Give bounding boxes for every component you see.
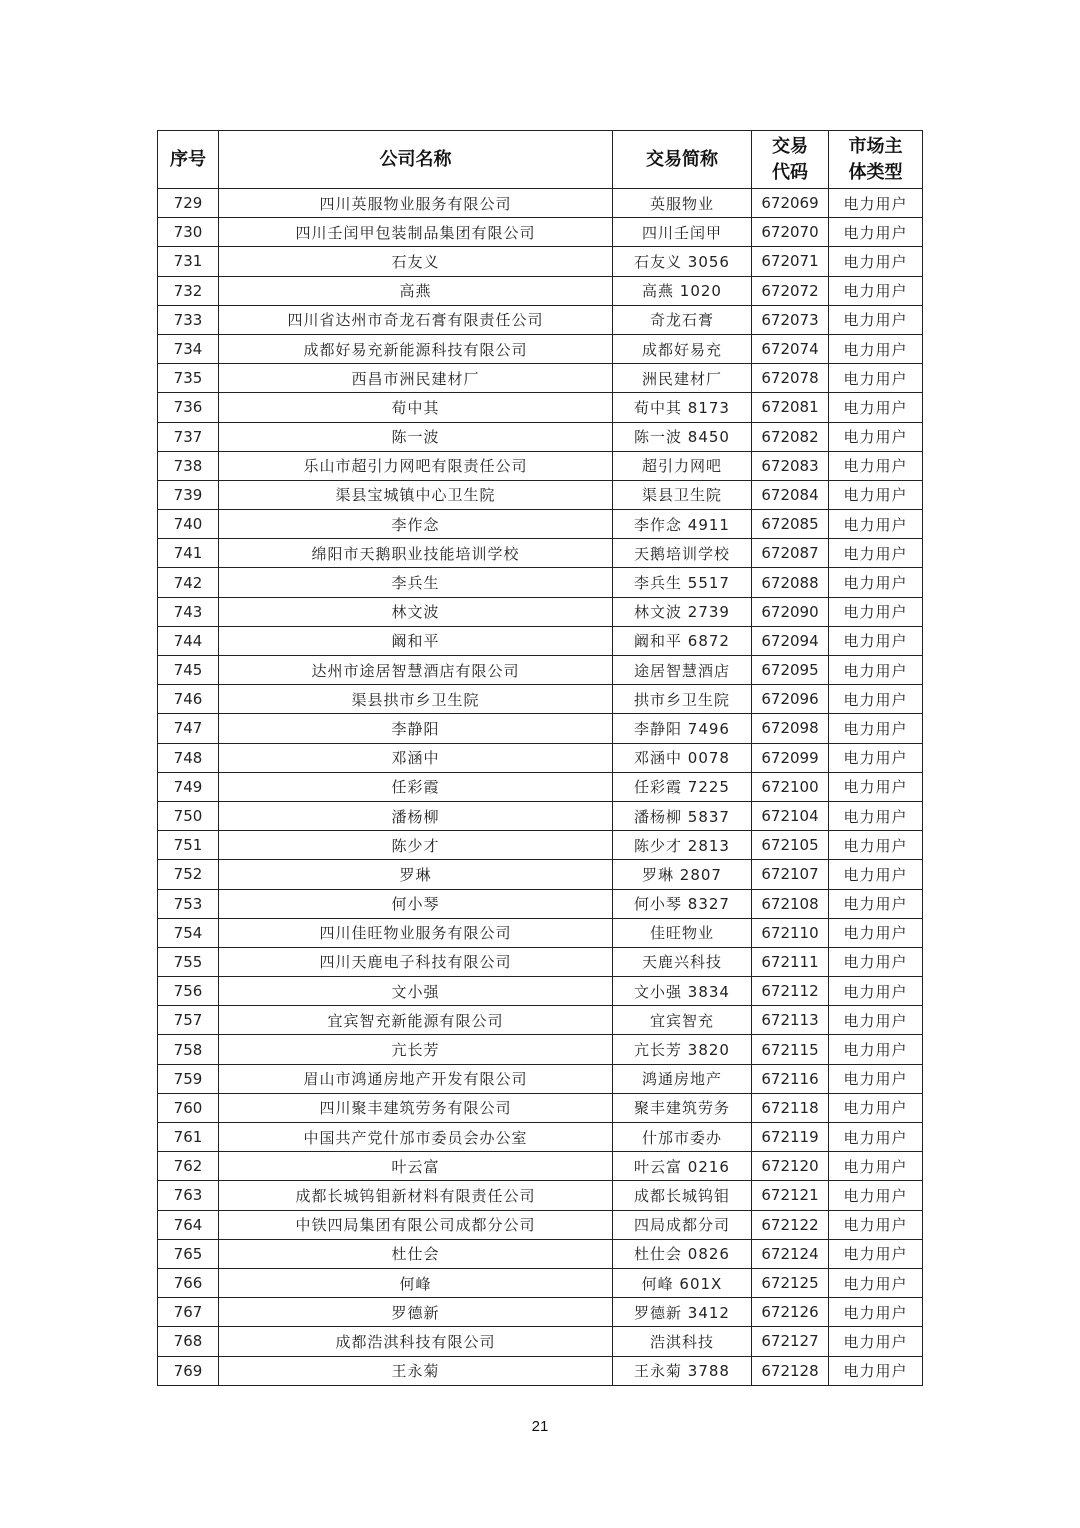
cell-entity-type: 电力用户 — [829, 364, 923, 393]
cell-entity-type: 电力用户 — [829, 1239, 923, 1268]
cell-trade-short-name: 超引力网吧 — [613, 451, 752, 480]
cell-trade-short-name: 罗琳 2807 — [613, 860, 752, 889]
cell-entity-type: 电力用户 — [829, 510, 923, 539]
table-header-row — [158, 131, 923, 189]
cell-company-name: 高燕 — [219, 276, 613, 305]
header-seq: 序号 — [158, 131, 219, 189]
table-row — [158, 1239, 923, 1268]
table-row — [158, 947, 923, 976]
table-row — [158, 276, 923, 305]
cell-company-name: 杜仕会 — [219, 1239, 613, 1268]
table-row — [158, 451, 923, 480]
cell-seq: 745 — [158, 656, 219, 685]
table-row — [158, 831, 923, 860]
cell-trade-short-name: 四川壬闰甲 — [613, 218, 752, 247]
cell-seq: 769 — [158, 1356, 219, 1385]
cell-company-name: 林文波 — [219, 597, 613, 626]
cell-entity-type: 电力用户 — [829, 189, 923, 218]
table-row — [158, 1152, 923, 1181]
cell-company-name: 李静阳 — [219, 714, 613, 743]
table-row — [158, 772, 923, 801]
table-row — [158, 860, 923, 889]
cell-company-name: 任彩霞 — [219, 772, 613, 801]
cell-trade-code: 672082 — [752, 422, 829, 451]
cell-entity-type: 电力用户 — [829, 656, 923, 685]
cell-trade-short-name: 奇龙石膏 — [613, 305, 752, 334]
cell-seq: 744 — [158, 626, 219, 655]
cell-company-name: 宜宾智充新能源有限公司 — [219, 1006, 613, 1035]
cell-seq: 751 — [158, 831, 219, 860]
table-row — [158, 1093, 923, 1122]
table-row — [158, 1327, 923, 1356]
cell-entity-type: 电力用户 — [829, 1123, 923, 1152]
cell-trade-short-name: 浩淇科技 — [613, 1327, 752, 1356]
cell-company-name: 眉山市鸿通房地产开发有限公司 — [219, 1064, 613, 1093]
cell-entity-type: 电力用户 — [829, 1064, 923, 1093]
cell-company-name: 四川聚丰建筑劳务有限公司 — [219, 1093, 613, 1122]
cell-trade-code: 672105 — [752, 831, 829, 860]
cell-trade-short-name: 何峰 601X — [613, 1268, 752, 1297]
table-row — [158, 1181, 923, 1210]
cell-trade-code: 672073 — [752, 305, 829, 334]
header-trade-code-line1: 交易 — [772, 135, 808, 157]
cell-seq: 729 — [158, 189, 219, 218]
cell-company-name: 叶云富 — [219, 1152, 613, 1181]
cell-entity-type: 电力用户 — [829, 568, 923, 597]
cell-trade-short-name: 潘杨柳 5837 — [613, 801, 752, 830]
cell-entity-type: 电力用户 — [829, 947, 923, 976]
cell-trade-short-name: 李兵生 5517 — [613, 568, 752, 597]
cell-entity-type: 电力用户 — [829, 1006, 923, 1035]
header-trade-code — [752, 131, 829, 189]
table-row — [158, 626, 923, 655]
cell-entity-type: 电力用户 — [829, 1181, 923, 1210]
header-entity-type-line1: 市场主 — [848, 135, 903, 157]
cell-seq: 750 — [158, 801, 219, 830]
cell-trade-code: 672110 — [752, 918, 829, 947]
cell-company-name: 成都长城钨钼新材料有限责任公司 — [219, 1181, 613, 1210]
table-row — [158, 1210, 923, 1239]
cell-trade-short-name: 杜仕会 0826 — [613, 1239, 752, 1268]
cell-trade-short-name: 石友义 3056 — [613, 247, 752, 276]
table-row — [158, 1356, 923, 1385]
cell-trade-short-name: 聚丰建筑劳务 — [613, 1093, 752, 1122]
cell-seq: 740 — [158, 510, 219, 539]
table-row — [158, 1298, 923, 1327]
cell-trade-short-name: 罗德新 3412 — [613, 1298, 752, 1327]
cell-company-name: 渠县拱市乡卫生院 — [219, 685, 613, 714]
table-row — [158, 597, 923, 626]
table-row — [158, 1035, 923, 1064]
cell-trade-short-name: 文小强 3834 — [613, 977, 752, 1006]
cell-company-name: 四川英服物业服务有限公司 — [219, 189, 613, 218]
cell-trade-short-name: 佳旺物业 — [613, 918, 752, 947]
cell-company-name: 陈一波 — [219, 422, 613, 451]
cell-company-name: 罗琳 — [219, 860, 613, 889]
cell-seq: 755 — [158, 947, 219, 976]
cell-seq: 735 — [158, 364, 219, 393]
cell-seq: 734 — [158, 334, 219, 363]
cell-trade-code: 672096 — [752, 685, 829, 714]
table-body — [158, 189, 923, 1386]
table-row — [158, 480, 923, 509]
cell-company-name: 邓涵中 — [219, 743, 613, 772]
cell-entity-type: 电力用户 — [829, 334, 923, 363]
cell-company-name: 陈少才 — [219, 831, 613, 860]
cell-trade-short-name: 成都长城钨钼 — [613, 1181, 752, 1210]
cell-entity-type: 电力用户 — [829, 539, 923, 568]
cell-seq: 733 — [158, 305, 219, 334]
cell-trade-code: 672088 — [752, 568, 829, 597]
header-trade-short-name: 交易简称 — [613, 131, 752, 189]
cell-company-name: 中铁四局集团有限公司成都分公司 — [219, 1210, 613, 1239]
cell-seq: 732 — [158, 276, 219, 305]
cell-trade-short-name: 什邡市委办 — [613, 1123, 752, 1152]
table-row — [158, 714, 923, 743]
cell-company-name: 渠县宝城镇中心卫生院 — [219, 480, 613, 509]
cell-entity-type: 电力用户 — [829, 305, 923, 334]
cell-trade-code: 672070 — [752, 218, 829, 247]
cell-entity-type: 电力用户 — [829, 918, 923, 947]
cell-trade-code: 672104 — [752, 801, 829, 830]
cell-trade-code: 672100 — [752, 772, 829, 801]
cell-trade-code: 672121 — [752, 1181, 829, 1210]
cell-seq: 748 — [158, 743, 219, 772]
cell-trade-code: 672124 — [752, 1239, 829, 1268]
cell-entity-type: 电力用户 — [829, 626, 923, 655]
cell-trade-code: 672112 — [752, 977, 829, 1006]
cell-company-name: 达州市途居智慧酒店有限公司 — [219, 656, 613, 685]
table-row — [158, 510, 923, 539]
cell-trade-code: 672098 — [752, 714, 829, 743]
table-row — [158, 305, 923, 334]
cell-company-name: 中国共产党什邡市委员会办公室 — [219, 1123, 613, 1152]
cell-seq: 743 — [158, 597, 219, 626]
cell-trade-code: 672119 — [752, 1123, 829, 1152]
cell-entity-type: 电力用户 — [829, 860, 923, 889]
table-row — [158, 656, 923, 685]
cell-company-name: 潘杨柳 — [219, 801, 613, 830]
cell-seq: 760 — [158, 1093, 219, 1122]
cell-trade-code: 672127 — [752, 1327, 829, 1356]
cell-seq: 737 — [158, 422, 219, 451]
table-row — [158, 568, 923, 597]
cell-seq: 765 — [158, 1239, 219, 1268]
cell-trade-short-name: 任彩霞 7225 — [613, 772, 752, 801]
cell-trade-code: 672099 — [752, 743, 829, 772]
cell-entity-type: 电力用户 — [829, 451, 923, 480]
table-row — [158, 364, 923, 393]
table-row — [158, 1123, 923, 1152]
table-row — [158, 801, 923, 830]
cell-trade-code: 672069 — [752, 189, 829, 218]
cell-trade-short-name: 邓涵中 0078 — [613, 743, 752, 772]
cell-company-name: 罗德新 — [219, 1298, 613, 1327]
cell-entity-type: 电力用户 — [829, 1268, 923, 1297]
cell-trade-code: 672084 — [752, 480, 829, 509]
cell-trade-short-name: 何小琴 8327 — [613, 889, 752, 918]
cell-seq: 730 — [158, 218, 219, 247]
cell-trade-code: 672122 — [752, 1210, 829, 1239]
cell-trade-short-name: 叶云富 0216 — [613, 1152, 752, 1181]
cell-entity-type: 电力用户 — [829, 480, 923, 509]
cell-trade-code: 672071 — [752, 247, 829, 276]
cell-seq: 757 — [158, 1006, 219, 1035]
cell-seq: 764 — [158, 1210, 219, 1239]
cell-trade-short-name: 拱市乡卫生院 — [613, 685, 752, 714]
cell-trade-code: 672083 — [752, 451, 829, 480]
cell-trade-short-name: 亢长芳 3820 — [613, 1035, 752, 1064]
cell-seq: 736 — [158, 393, 219, 422]
table-row — [158, 685, 923, 714]
cell-entity-type: 电力用户 — [829, 1035, 923, 1064]
cell-trade-short-name: 渠县卫生院 — [613, 480, 752, 509]
cell-company-name: 李兵生 — [219, 568, 613, 597]
table-row — [158, 539, 923, 568]
cell-trade-code: 672108 — [752, 889, 829, 918]
cell-trade-code: 672128 — [752, 1356, 829, 1385]
cell-company-name: 四川天鹿电子科技有限公司 — [219, 947, 613, 976]
cell-company-name: 阚和平 — [219, 626, 613, 655]
cell-seq: 754 — [158, 918, 219, 947]
cell-seq: 731 — [158, 247, 219, 276]
cell-seq: 739 — [158, 480, 219, 509]
cell-company-name: 石友义 — [219, 247, 613, 276]
cell-trade-code: 672118 — [752, 1093, 829, 1122]
cell-company-name: 成都好易充新能源科技有限公司 — [219, 334, 613, 363]
table-row — [158, 422, 923, 451]
cell-entity-type: 电力用户 — [829, 218, 923, 247]
cell-company-name: 何小琴 — [219, 889, 613, 918]
table-row — [158, 1268, 923, 1297]
cell-trade-short-name: 天鹿兴科技 — [613, 947, 752, 976]
table-row — [158, 889, 923, 918]
cell-entity-type: 电力用户 — [829, 831, 923, 860]
table-row — [158, 1064, 923, 1093]
cell-company-name: 西昌市洲民建材厂 — [219, 364, 613, 393]
cell-trade-short-name: 林文波 2739 — [613, 597, 752, 626]
cell-seq: 758 — [158, 1035, 219, 1064]
cell-trade-code: 672085 — [752, 510, 829, 539]
cell-company-name: 亢长芳 — [219, 1035, 613, 1064]
cell-trade-short-name: 洲民建材厂 — [613, 364, 752, 393]
cell-company-name: 荀中其 — [219, 393, 613, 422]
cell-company-name: 何峰 — [219, 1268, 613, 1297]
cell-seq: 759 — [158, 1064, 219, 1093]
cell-trade-code: 672116 — [752, 1064, 829, 1093]
cell-seq: 763 — [158, 1181, 219, 1210]
cell-seq: 749 — [158, 772, 219, 801]
cell-entity-type: 电力用户 — [829, 247, 923, 276]
cell-trade-code: 672078 — [752, 364, 829, 393]
cell-trade-short-name: 成都好易充 — [613, 334, 752, 363]
cell-trade-code: 672125 — [752, 1268, 829, 1297]
cell-entity-type: 电力用户 — [829, 1356, 923, 1385]
cell-entity-type: 电力用户 — [829, 276, 923, 305]
cell-trade-short-name: 宜宾智充 — [613, 1006, 752, 1035]
cell-trade-code: 672094 — [752, 626, 829, 655]
page-number: 21 — [531, 1418, 549, 1435]
cell-entity-type: 电力用户 — [829, 393, 923, 422]
cell-entity-type: 电力用户 — [829, 801, 923, 830]
cell-entity-type: 电力用户 — [829, 977, 923, 1006]
cell-trade-short-name: 荀中其 8173 — [613, 393, 752, 422]
cell-trade-code: 672113 — [752, 1006, 829, 1035]
cell-company-name: 四川省达州市奇龙石膏有限责任公司 — [219, 305, 613, 334]
cell-trade-code: 672111 — [752, 947, 829, 976]
cell-trade-code: 672115 — [752, 1035, 829, 1064]
cell-entity-type: 电力用户 — [829, 1327, 923, 1356]
header-trade-code-line2: 代码 — [772, 161, 808, 183]
cell-seq: 752 — [158, 860, 219, 889]
header-company-name: 公司名称 — [219, 131, 613, 189]
cell-trade-code: 672087 — [752, 539, 829, 568]
cell-trade-short-name: 鸿通房地产 — [613, 1064, 752, 1093]
table-row — [158, 189, 923, 218]
cell-trade-code: 672126 — [752, 1298, 829, 1327]
table-row — [158, 393, 923, 422]
cell-company-name: 乐山市超引力网吧有限责任公司 — [219, 451, 613, 480]
cell-seq: 747 — [158, 714, 219, 743]
cell-company-name: 四川佳旺物业服务有限公司 — [219, 918, 613, 947]
cell-seq: 756 — [158, 977, 219, 1006]
cell-entity-type: 电力用户 — [829, 1152, 923, 1181]
cell-trade-code: 672074 — [752, 334, 829, 363]
cell-trade-short-name: 四局成都分司 — [613, 1210, 752, 1239]
cell-entity-type: 电力用户 — [829, 889, 923, 918]
cell-seq: 742 — [158, 568, 219, 597]
cell-trade-short-name: 阚和平 6872 — [613, 626, 752, 655]
cell-seq: 768 — [158, 1327, 219, 1356]
cell-company-name: 绵阳市天鹅职业技能培训学校 — [219, 539, 613, 568]
cell-seq: 738 — [158, 451, 219, 480]
cell-company-name: 王永菊 — [219, 1356, 613, 1385]
cell-trade-short-name: 途居智慧酒店 — [613, 656, 752, 685]
cell-trade-short-name: 高燕 1020 — [613, 276, 752, 305]
cell-seq: 741 — [158, 539, 219, 568]
table-row — [158, 247, 923, 276]
cell-company-name: 李作念 — [219, 510, 613, 539]
cell-trade-code: 672107 — [752, 860, 829, 889]
cell-trade-short-name: 英服物业 — [613, 189, 752, 218]
cell-trade-short-name: 陈少才 2813 — [613, 831, 752, 860]
cell-entity-type: 电力用户 — [829, 685, 923, 714]
table-row — [158, 743, 923, 772]
table-row — [158, 918, 923, 947]
cell-trade-code: 672081 — [752, 393, 829, 422]
cell-entity-type: 电力用户 — [829, 1093, 923, 1122]
cell-entity-type: 电力用户 — [829, 772, 923, 801]
table-row — [158, 977, 923, 1006]
header-entity-type — [829, 131, 923, 189]
cell-seq: 762 — [158, 1152, 219, 1181]
cell-trade-short-name: 李静阳 7496 — [613, 714, 752, 743]
table-row — [158, 218, 923, 247]
cell-entity-type: 电力用户 — [829, 597, 923, 626]
cell-company-name: 成都浩淇科技有限公司 — [219, 1327, 613, 1356]
cell-seq: 767 — [158, 1298, 219, 1327]
cell-trade-code: 672120 — [752, 1152, 829, 1181]
cell-company-name: 文小强 — [219, 977, 613, 1006]
cell-seq: 761 — [158, 1123, 219, 1152]
cell-seq: 753 — [158, 889, 219, 918]
cell-trade-short-name: 王永菊 3788 — [613, 1356, 752, 1385]
header-entity-type-line2: 体类型 — [848, 161, 903, 183]
cell-entity-type: 电力用户 — [829, 743, 923, 772]
cell-trade-short-name: 李作念 4911 — [613, 510, 752, 539]
table-row — [158, 334, 923, 363]
cell-seq: 766 — [158, 1268, 219, 1297]
cell-trade-code: 672095 — [752, 656, 829, 685]
cell-entity-type: 电力用户 — [829, 1298, 923, 1327]
cell-trade-short-name: 天鹅培训学校 — [613, 539, 752, 568]
cell-entity-type: 电力用户 — [829, 1210, 923, 1239]
cell-entity-type: 电力用户 — [829, 422, 923, 451]
cell-trade-code: 672090 — [752, 597, 829, 626]
cell-trade-code: 672072 — [752, 276, 829, 305]
cell-seq: 746 — [158, 685, 219, 714]
table-row — [158, 1006, 923, 1035]
cell-entity-type: 电力用户 — [829, 714, 923, 743]
cell-company-name: 四川壬闰甲包装制品集团有限公司 — [219, 218, 613, 247]
cell-trade-short-name: 陈一波 8450 — [613, 422, 752, 451]
market-entity-table — [157, 130, 923, 1386]
